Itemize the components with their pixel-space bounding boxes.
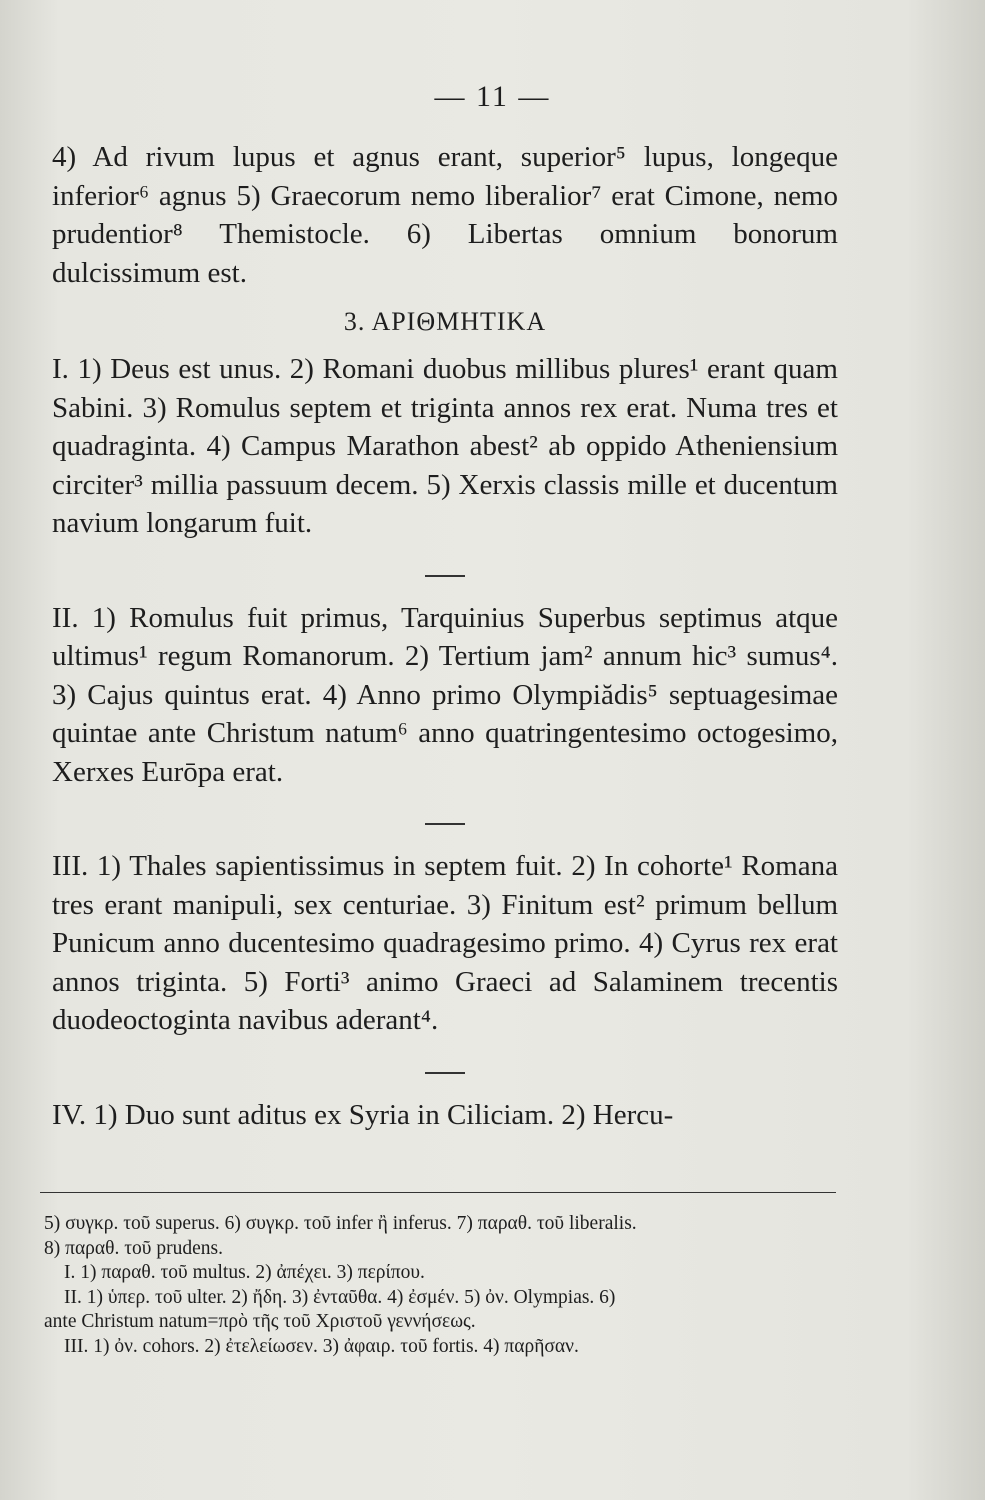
footnote-line: III. 1) ὀν. cohors. 2) ἐτελείωσεν. 3) ἀφαιρ. τοῦ fortis. 4) παρῆσαν. <box>64 1335 579 1357</box>
section-divider <box>425 1072 465 1074</box>
footnote-line: II. 1) ὑπερ. τοῦ ulter. 2) ἤδη. 3) ἐνταῦθα. 4) ἐσμέν. 5) ὀν. Olympias. 6) <box>64 1286 616 1308</box>
paragraph-I: I. 1) Deus est unus. 2) Romani duobus millibus plures¹ erant quam Sabini. 3) Romulus septem et triginta annos rex erat. Numa tres et quadraginta. 4) Campus Marathon abest² ab oppido Atheniensium circiter³ millia passuum decem. 5) Xerxis classis mille et ducentum navium longarum fuit. <box>52 353 838 539</box>
footnote-rule <box>40 1192 836 1193</box>
paragraph-II: II. 1) Romulus fuit primus, Tarquinius Superbus septimus atque ultimus¹ regum Romanorum. 2) Tertium jam² annum hic³ sumus⁴. 3) Cajus quintus erat. 4) Anno primo Olympiădis⁵ septuagesimae quintae ante Christum natum⁶ anno quatringentesimo octogesimo, Xerxes Eurōpa erat. <box>52 601 838 788</box>
paragraph-IV: IV. 1) Duo sunt aditus ex Syria in Ciliciam. 2) Hercu- <box>52 1098 674 1131</box>
section-divider <box>425 823 465 825</box>
page-number: — 11 — <box>434 80 551 113</box>
footnote-line: 8) παραθ. τοῦ prudens. <box>44 1237 223 1259</box>
footnote-line: 5) συγκρ. τοῦ superus. 6) συγκρ. τοῦ infer ἢ inferus. 7) παραθ. τοῦ liberalis. <box>44 1213 637 1234</box>
section-divider <box>425 575 465 577</box>
paragraph-2-4: 4) Ad rivum lupus et agnus erant, superior⁵ lupus, longeque inferior⁶ agnus 5) Graecorum nemo liberalior⁷ erat Cimone, nemo prudentior⁸ Themistocle. 6) Libertas omnium bonorum dulcissimum est. <box>52 141 838 289</box>
paragraph-III: III. 1) Thales sapientissimus in septem fuit. 2) In cohorte¹ Romana tres erant manipuli, sex centuriae. 3) Finitum est² primum bellum Punicum anno ducentesimo quadragesimo primo. 4) Cyrus rex erat annos triginta. 5) Forti³ animo Graeci ad Salaminem trecentis duodeoctoginta navibus aderant⁴. <box>52 850 838 1036</box>
section-heading: 3. ΑΡΙΘΜΗΤΙΚΑ <box>343 307 547 336</box>
footnote-line: ante Christum natum=πρὸ τῆς τοῦ Χριστοῦ γεννήσεως. <box>44 1311 476 1332</box>
main-text <box>52 138 838 1134</box>
footnotes <box>44 1212 844 1359</box>
footnote-line: I. 1) παραθ. τοῦ multus. 2) ἀπέχει. 3) περίπου. <box>64 1262 425 1283</box>
